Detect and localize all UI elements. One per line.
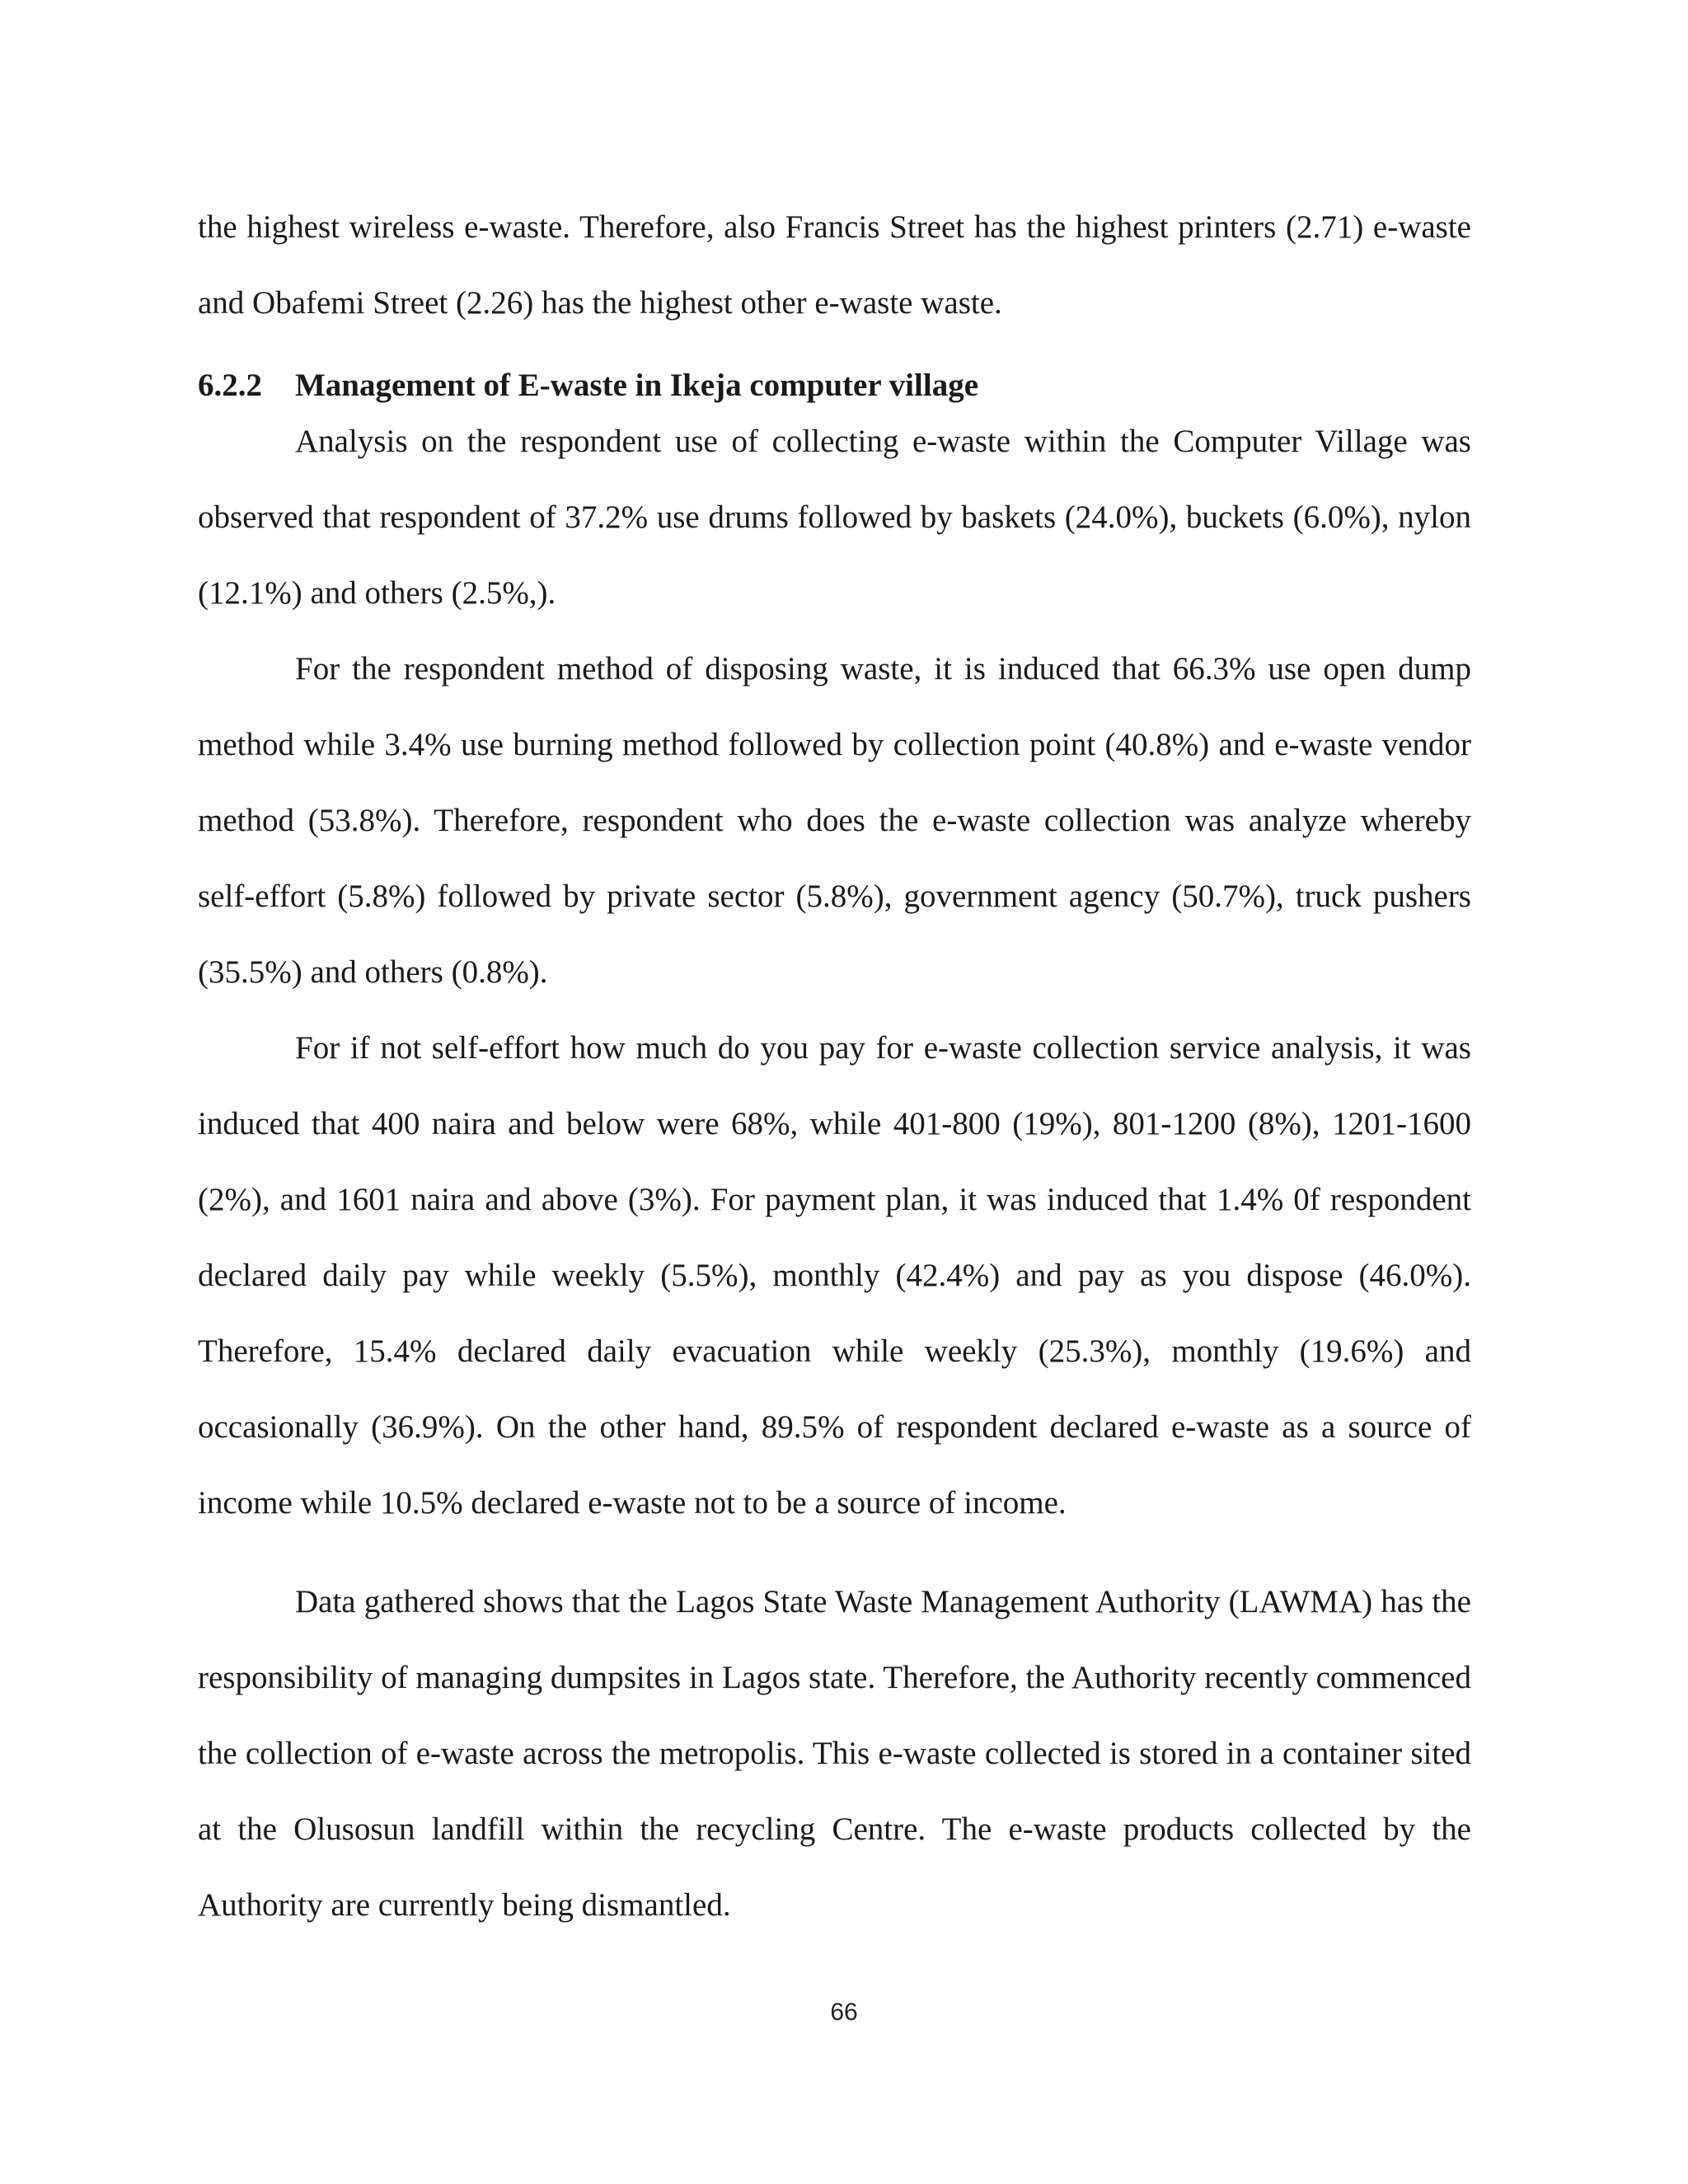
page-body [198, 190, 1471, 1943]
paragraph-payment: For if not self-effort how much do you pay for e-waste collection service analysis, it was induced that 400 naira and below were 68%, while 401-800 (19%), 801-1200 (8%), 1201-1600 (2%), and 1601 naira and above (3%). For payment plan, it was induced that 1.4% 0f respondent declared daily pay while weekly (5.5%), monthly (42.4%) and pay as you dispose (46.0%). Therefore, 15.4% declared daily evacuation while weekly (25.3%), monthly (19.6%) and occasionally (36.9%). On the other hand, 89.5% of respondent declared e-waste as a source of income while 10.5% declared e-waste not to be a source of income. [198, 1030, 1471, 1521]
paragraph-collection-containers: Analysis on the respondent use of collecting e-waste within the Computer Village was observed that respondent of 37.2% use drums followed by baskets (24.0%), buckets (6.0%), nylon (12.1%) and others (2.5%,). [198, 424, 1471, 611]
paragraph-disposal-method: For the respondent method of disposing waste, it is induced that 66.3% use open dump method while 3.4% use burning method followed by collection point (40.8%) and e-waste vendor method (53.8%). Therefore, respondent who does the e-waste collection was analyze whereby self-effort (5.8%) followed by private sector (5.8%), government agency (50.7%), truck pushers (35.5%) and others (0.8%). [198, 651, 1471, 990]
paragraph-lawma: Data gathered shows that the Lagos State Waste Management Authority (LAWMA) has the responsibility of managing dumpsites in Lagos state. Therefore, the Authority recently commenced the collection of e-waste across the metropolis. This e-waste collected is stored in a container sited at the Olusosun landfill within the recycling Centre. The e-waste products collected by the Authority are currently being dismantled. [198, 1584, 1471, 1923]
section-heading [198, 363, 1471, 409]
paragraph-continuation: the highest wireless e-waste. Therefore, also Francis Street has the highest printers (2.71) e-waste and Obafemi Street (2.26) has the highest other e-waste waste. [198, 209, 1471, 321]
page-number: 66 [830, 1999, 858, 2026]
section-title: Management of E-waste in Ikeja computer village [295, 368, 978, 403]
section-number: 6.2.2 [198, 368, 262, 403]
